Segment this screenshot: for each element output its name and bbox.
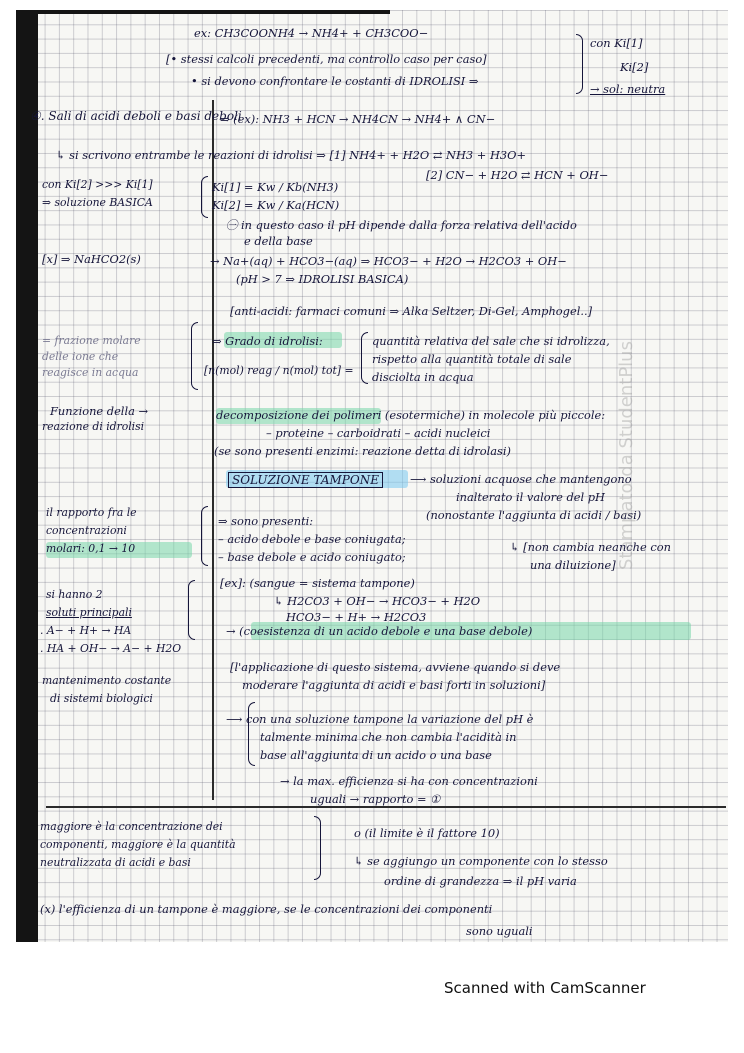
note-line: ⟶ con una soluzione tampone la variazione del pH è (226, 712, 534, 726)
note-line: . HA + OH− → A− + H2O (40, 642, 182, 655)
note-line: una diluizione] (530, 558, 616, 572)
note-line: componenti, maggiore è la quantità (40, 838, 236, 851)
note-line: ⇒ (ex): NH3 + HCN → NH4CN → NH4+ ∧ CN− (220, 112, 496, 126)
note-line: Ki[2] = Kw / Ka(HCN) (212, 198, 340, 212)
note-line: base all'aggiunta di un acido o una base (260, 748, 492, 762)
bracket-grado (361, 332, 368, 384)
note-line: delle ione che (42, 350, 119, 363)
note-line: o (il limite è il fattore 10) (354, 826, 500, 840)
scan-top-edge (38, 10, 390, 14)
note-line: SOLUZIONE TAMPONE (228, 472, 383, 488)
note-line: → (coesistenza di un acido debole e una base debole) (226, 624, 533, 638)
note-line: sono uguali (466, 924, 533, 938)
note-line: ↳ [non cambia neanche con (510, 540, 671, 554)
bracket-ki (201, 176, 208, 218)
note-line: → la max. efficienza si ha con concentrazioni (280, 774, 538, 788)
note-line: [2] CN− + H2O ⇄ HCN + OH− (426, 168, 609, 182)
note-line: di sistemi biologici (50, 692, 153, 705)
note-line: Ki[2] (620, 60, 649, 74)
scanner-footer-label: Scanned with CamScanner (444, 979, 646, 997)
note-line: con Ki[2] >>> Ki[1] (42, 178, 153, 191)
note-line: Ki[1] = Kw / Kb(NH3) (212, 180, 339, 194)
note-line: → Na+(aq) + HCO3−(aq) ⇒ HCO3− + H2O → H2CO3 + OH− (210, 254, 567, 268)
bracket-rapporto (201, 506, 208, 566)
note-line: talmente minima che non cambia l'acidità in (260, 730, 517, 744)
note-line: → sol: neutra (590, 82, 666, 96)
note-line: ↳ si scrivono entrambe le reazioni di idrolisi ⇒ [1] NH4+ + H2O ⇄ NH3 + H3O+ (56, 148, 527, 162)
bracket-concentrazione (314, 816, 321, 880)
note-line: [ex]: (sangue = sistema tampone) (220, 576, 415, 590)
note-line: [x] ⇒ NaHCO2(s) (42, 252, 141, 266)
note-line: (nonostante l'aggiunta di acidi / basi) (426, 508, 642, 522)
note-line: (x) l'efficienza di un tampone è maggiore, se le concentrazioni dei componenti (40, 902, 493, 916)
note-line: maggiore è la concentrazione dei (40, 820, 223, 833)
note-line: ↳ se aggiungo un componente con lo stesso (354, 854, 608, 868)
bracket-frazione (191, 322, 198, 390)
note-line: [• stessi calcoli precedenti, ma controllo caso per caso] (166, 52, 487, 66)
note-line: [n(mol) reag / n(mol) tot] = (204, 364, 354, 377)
note-line: soluti principali (46, 606, 132, 619)
margin-horizontal-line (46, 806, 726, 808)
note-line: . A− + H+ → HA (40, 624, 132, 637)
scanned-notebook-page (16, 10, 728, 942)
note-line: moderare l'aggiunta di acidi e basi forti in soluzioni] (242, 678, 546, 692)
watermark: Stampato da StudentPlus (616, 341, 637, 570)
note-line: con Ki[1] (590, 36, 643, 50)
note-line: ④. Sali di acidi deboli e basi deboli (30, 109, 242, 123)
note-line: (se sono presenti enzimi: reazione detta di idrolasi) (214, 444, 511, 458)
note-line: [l'applicazione di questo sistema, avviene quando si deve (230, 660, 561, 674)
note-line: HCO3− + H+ → H2CO3 (286, 610, 427, 624)
note-line: (pH > 7 ⇒ IDROLISI BASICA) (236, 272, 409, 286)
note-line: reagisce in acqua (42, 366, 139, 379)
note-line: neutralizzata di acidi e basi (40, 856, 191, 869)
note-line: uguali → rapporto = ① (310, 792, 441, 806)
note-line: concentrazioni (46, 524, 127, 537)
note-line: ⇒ Grado di idrolisi: (212, 334, 323, 348)
note-line: si hanno 2 (46, 588, 103, 601)
note-line: disciolta in acqua (372, 370, 474, 384)
note-line: ⟶ soluzioni acquose che mantengono (410, 472, 632, 486)
note-line: ordine di grandezza ⇒ il pH varia (384, 874, 577, 888)
note-line: ⇒ sono presenti: (218, 514, 314, 528)
note-line: ↳ H2CO3 + OH− → HCO3− + H2O (274, 594, 481, 608)
bracket-soluti (188, 580, 195, 640)
scan-dark-edge (16, 10, 38, 942)
note-line: ex: CH3COONH4 → NH4+ + CH3COO− (194, 26, 429, 40)
note-line: – proteine – carboidrati – acidi nucleici (266, 426, 491, 440)
note-line: reazione di idrolisi (42, 420, 145, 433)
note-line: quantità relativa del sale che si idrolizza, (372, 334, 610, 348)
bracket-confronto (576, 34, 583, 94)
note-line: il rapporto fra le (46, 506, 137, 519)
note-line: rispetto alla quantità totale di sale (372, 352, 572, 366)
note-line: e della base (244, 234, 313, 248)
note-line: – base debole e acido coniugato; (218, 550, 406, 564)
note-line: ㊀ in questo caso il pH dipende dalla forza relativa dell'acido (226, 218, 577, 232)
note-line: ⇒ soluzione BASICA (42, 196, 153, 209)
note-line: [anti-acidi: farmaci comuni ⇒ Alka Seltzer, Di-Gel, Amphogel..] (230, 304, 593, 318)
note-line: mantenimento costante (42, 674, 172, 687)
note-line: molari: 0,1 → 10 (46, 542, 136, 555)
note-line: – acido debole e base coniugata; (218, 532, 406, 546)
note-line: = frazione molare (42, 334, 141, 347)
note-line: Funzione della → (50, 404, 149, 418)
note-line: • si devono confrontare le costanti di IDROLISI ⇒ (191, 74, 479, 88)
note-line: inalterato il valore del pH (456, 490, 605, 504)
note-line: decomposizione dei polimeri (esotermiche) in molecole più piccole: (216, 408, 606, 422)
